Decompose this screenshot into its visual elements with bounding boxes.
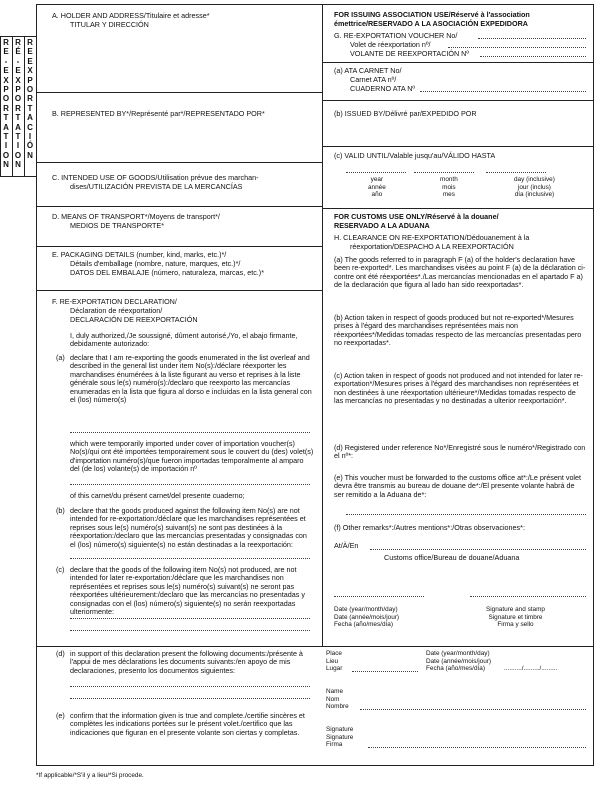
ata-carnet-label-es: CUADERNO ATA Nº bbox=[350, 84, 416, 93]
packaging-details-label: E. PACKAGING DETAILS (number, kind, marks, etc.)*/ bbox=[52, 250, 227, 259]
place-en: Place bbox=[326, 650, 342, 657]
clearance-e: (e) This voucher must be forwarded to the customs office at*:/Le présent volet devra être transmis au bureau de douane de*:/El presente volante habrá de ser remitido a la Aduana de*: bbox=[334, 473, 582, 499]
clearance-f: (f) Other remarks*:/Autres mentions*:/Otras observaciones*: bbox=[334, 523, 525, 532]
side-letter: O bbox=[14, 94, 22, 104]
side-letter: I bbox=[28, 132, 32, 142]
name-label bbox=[326, 688, 349, 711]
side-letter: E bbox=[27, 47, 33, 57]
signature-fr: Signature bbox=[326, 733, 354, 741]
packaging-details-label-2: Détails d'emballage (nombre, nature, marques, etc.)*/ bbox=[70, 259, 241, 268]
side-letter: A bbox=[3, 122, 9, 132]
side-letter: I bbox=[4, 141, 8, 151]
place-es: Lugar bbox=[326, 665, 343, 673]
side-letter: - bbox=[16, 56, 20, 66]
place-fr: Lieu bbox=[326, 657, 339, 665]
side-letter: A bbox=[15, 122, 21, 132]
voucher-no-label-fr: Volet de réexportation nº/ bbox=[350, 40, 431, 49]
name-es: Nombre bbox=[326, 703, 349, 711]
side-letter: E bbox=[3, 47, 9, 57]
year-fr: année bbox=[368, 183, 386, 191]
side-letter: R bbox=[15, 103, 21, 113]
reexport-declaration-title-fr: Déclaration de réexportation/ bbox=[70, 306, 163, 315]
ata-carnet-label: (a) ATA CARNET No/ bbox=[334, 66, 402, 75]
month-fr: mois bbox=[442, 183, 456, 191]
customs-use-title-2: RESERVADO A LA ADUANA bbox=[334, 221, 430, 230]
day-fr: jour (inclus) bbox=[517, 183, 551, 191]
intended-use-label-2: dises/UTILIZACIÓN PREVISTA DE LA MERCANCÍAS bbox=[70, 182, 243, 191]
reexport-declaration-title-es: DECLARACIÓN DE REEXPORTACIÓN bbox=[70, 315, 198, 324]
side-letter: - bbox=[4, 56, 8, 66]
f-d-label: (d) bbox=[56, 649, 65, 658]
signature-label bbox=[326, 726, 353, 749]
at-label: At/À/En bbox=[334, 541, 359, 550]
valid-year bbox=[368, 176, 386, 199]
customs-date-fr: Date (année/mois/jour) bbox=[334, 613, 400, 621]
means-of-transport-label-2: MEDIOS DE TRANSPORTE* bbox=[70, 221, 164, 230]
name-fr: Nom bbox=[326, 695, 340, 703]
declaration-intro: I, duly authorized,/Je soussigné, dûment autorisé,/Yo, el abajo firmante, debidamente autorizado: bbox=[70, 331, 298, 349]
f-a-label: (a) bbox=[56, 353, 65, 362]
side-letter: P bbox=[15, 85, 21, 95]
side-letter: X bbox=[3, 75, 9, 85]
customs-date-en: Date (year/month/day) bbox=[334, 606, 398, 613]
bottom-date-fr: Date (année/mois/jour) bbox=[426, 657, 492, 665]
bottom-date-en: Date (year/month/day) bbox=[426, 650, 490, 657]
side-column-re-exportation bbox=[1, 38, 11, 170]
f-b-text: declare that the goods produced against the following item No(s) are not intended for re-exportation:/déclare que les marchandises représentées et reprises sous le(s) numéro(s) suivant(s) ne sont pas destinées à la réexportation:/declaro que las mercancías presentadas y consignadas con el (los) número(s) siguiente(s) no están destinadas a la reexportación: bbox=[70, 506, 307, 549]
clearance-b: (b) Action taken in respect of goods produced but not re-exported*/Mesures prises à l'égard des marchandises représentées mais non réexportées*/Medidas tomadas respecto de las mercancías presentadas pero no reexportadas*. bbox=[334, 313, 582, 348]
side-columns bbox=[0, 36, 36, 176]
side-letter: T bbox=[15, 113, 21, 123]
side-letter: C bbox=[27, 122, 33, 132]
customs-office-label: Customs office/Bureau de douane/Aduana bbox=[384, 553, 520, 562]
bottom-date-dots: ........../........./......... bbox=[504, 665, 558, 672]
f-e-text: confirm that the information given is true and complete./certifie sincères et complètes les indications portées sur le présent volet./certifico que las indicaciones que figuran en el presente volante son ciertas y completas. bbox=[70, 711, 305, 737]
f-c-label: (c) bbox=[56, 565, 65, 574]
f-a-text: declare that I am re-exporting the goods enumerated in the list overleaf and described in the general list under item No(s):/déclare réexporter les marchandises énumérées à la liste figurant au verso et reprises à la liste générale sous le(s) numéro(s):/declaro que reexporto las mercancías enumeradas en la lista que figura al dorso e incluidas en la lista general con el (los) número(s) bbox=[70, 353, 312, 405]
side-letter: É bbox=[15, 47, 21, 57]
side-letter: E bbox=[3, 66, 9, 76]
issued-by-label: (b) ISSUED BY/Délivré par/EXPEDIDO POR bbox=[334, 109, 477, 118]
side-letter: T bbox=[15, 132, 21, 142]
side-letter: R bbox=[3, 38, 9, 47]
day-es: día (inclusive) bbox=[514, 191, 555, 199]
side-letter: R bbox=[27, 94, 33, 104]
side-column-reexportacion bbox=[25, 38, 35, 160]
bottom-date-label bbox=[426, 650, 491, 673]
side-letter: I bbox=[16, 141, 20, 151]
ata-carnet-label-fr: Carnet ATA nº/ bbox=[350, 75, 397, 84]
side-letter: O bbox=[2, 150, 10, 160]
valid-month bbox=[440, 176, 458, 199]
signature-es: Firma bbox=[326, 741, 343, 749]
side-letter: N bbox=[27, 150, 33, 160]
valid-until-label: (c) VALID UNTIL/Valable jusqu'au/VÁLIDO HASTA bbox=[334, 151, 496, 160]
name-en: Name bbox=[326, 688, 344, 695]
side-letter: O bbox=[26, 85, 34, 95]
side-column-re-exportation-fr bbox=[13, 38, 23, 170]
clearance-title-2: réexportation/DESPACHO A LA REEXPORTACIÓN bbox=[350, 242, 514, 251]
issuing-association-title-2: émettrice/RESERVADO A LA ASOCIACIÓN EXPEDIDORA bbox=[334, 19, 528, 28]
side-letter: T bbox=[27, 103, 33, 113]
footnote: *If applicable/*S'il y a lieu/*Si procede. bbox=[36, 772, 144, 779]
signature-stamp bbox=[486, 606, 545, 629]
side-letter: Ó bbox=[26, 141, 34, 151]
voucher-no-label-es: VOLANTE DE REEXPORTACIÓN Nº bbox=[350, 49, 469, 58]
valid-day bbox=[514, 176, 555, 199]
day-en: day (inclusive) bbox=[514, 176, 555, 183]
sig-stamp-fr: Signature et timbre bbox=[488, 613, 543, 621]
side-letter: R bbox=[15, 38, 21, 47]
month-en: month bbox=[440, 176, 458, 183]
represented-by-label: B. REPRESENTED BY*/Représenté par*/REPRESENTADO POR* bbox=[52, 109, 265, 118]
bottom-date-es: Fecha (año/mes/día) bbox=[426, 665, 485, 673]
side-letter: E bbox=[15, 66, 21, 76]
clearance-a: (a) The goods referred to in paragraph F (a) of the holder's declaration have been re-exported*. Les marchandises visées au point F (a) de la déclaration ci-contre ont été réexportées*./Las mercancías mencionadas en el apartado F a) de la declaración que figura al lado han sido reexportadas*. bbox=[334, 255, 586, 290]
year-en: year bbox=[370, 176, 384, 183]
side-letter: N bbox=[3, 160, 9, 170]
voucher-no-label: G. RE-EXPORTATION VOUCHER No/ bbox=[334, 31, 458, 40]
clearance-d: (d) Registered under reference No*/Enregistré sous le numéro*/Registrado con el nº*: bbox=[334, 443, 586, 461]
packaging-details-label-3: DATOS DEL EMBALAJE (número, naturaleza, marcas, etc.)* bbox=[70, 268, 264, 277]
f-a-text-3: of this carnet/du présent carnet/del presente cuaderno; bbox=[70, 491, 245, 500]
side-letter: O bbox=[14, 150, 22, 160]
sig-stamp-es: Firma y sello bbox=[497, 621, 534, 629]
month-es: mes bbox=[442, 191, 455, 199]
place-label bbox=[326, 650, 342, 673]
reexport-declaration-title: F. RE-EXPORTATION DECLARATION/ bbox=[52, 297, 177, 306]
side-letter: P bbox=[3, 85, 9, 95]
clearance-title: H. CLEARANCE ON RE-EXPORTATION/Dédouanement à la bbox=[334, 233, 530, 242]
side-letter: P bbox=[27, 75, 33, 85]
signature-en: Signature bbox=[326, 726, 354, 733]
side-letter: X bbox=[15, 75, 21, 85]
side-letter: N bbox=[15, 160, 21, 170]
holder-address-label-es: TITULAR Y DIRECCIÓN bbox=[70, 20, 149, 29]
side-letter: R bbox=[27, 38, 33, 47]
f-c-text: declare that the goods of the following item No(s) not produced, are not intended for later re-exportation:/déclare que les marchandises non représentées et reprises sous le(s) numéro(s) suivant(s) ne seront pas réexportées ultérieurement:/declaro que las mercancías no presentadas y consignadas con el (los) número(s) siguiente(s) no serán reexportadas ulteriormente: bbox=[70, 565, 305, 617]
f-e-label: (e) bbox=[56, 711, 65, 720]
side-letter: X bbox=[27, 66, 33, 76]
customs-date bbox=[334, 606, 399, 629]
side-letter: A bbox=[27, 113, 33, 123]
side-letter: E bbox=[27, 56, 33, 66]
holder-address-label: A. HOLDER AND ADDRESS/Titulaire et adresse* bbox=[52, 11, 210, 20]
sig-stamp-en: Signature and stamp bbox=[486, 606, 545, 613]
f-d-text: in support of this declaration present the following documents:/présente à l'appui de mes déclarations les documents suivants:/en apoyo de mis declaraciones, presento los documentos siguientes: bbox=[70, 649, 303, 675]
means-of-transport-label: D. MEANS OF TRANSPORT*/Moyens de transport*/ bbox=[52, 212, 220, 221]
side-letter: T bbox=[3, 132, 9, 142]
f-a-text-2: which were temporarily imported under cover of importation voucher(s) No(s)/qui ont été importées temporairement sous le couvert du (des) volet(s) d'importation numéro(s)/que fueron importadas temporalmente al amparo del (de los) volante(s) de importación nº bbox=[70, 439, 314, 474]
issuing-association-title: FOR ISSUING ASSOCIATION USE/Réservé à l'association bbox=[334, 10, 530, 19]
intended-use-label: C. INTENDED USE OF GOODS/Utilisation prévue des marchan- bbox=[52, 173, 259, 182]
year-es: año bbox=[371, 191, 383, 199]
clearance-c: (c) Action taken in respect of goods not produced and not intended for later re-exportation*/Mesures prises à l'égard des marchandises non représentées et non destinées à une réexportation ultérieure*/Medidas tomadas respecto de las mercancías no presentadas y no destinadas a ulterior reexportación*. bbox=[334, 371, 583, 406]
side-letter: T bbox=[3, 113, 9, 123]
customs-use-title: FOR CUSTOMS USE ONLY/Réservé à la douane/ bbox=[334, 212, 499, 221]
side-letter: R bbox=[3, 103, 9, 113]
f-b-label: (b) bbox=[56, 506, 65, 515]
side-letter: O bbox=[2, 94, 10, 104]
customs-date-es: Fecha (año/mes/día) bbox=[334, 621, 393, 629]
